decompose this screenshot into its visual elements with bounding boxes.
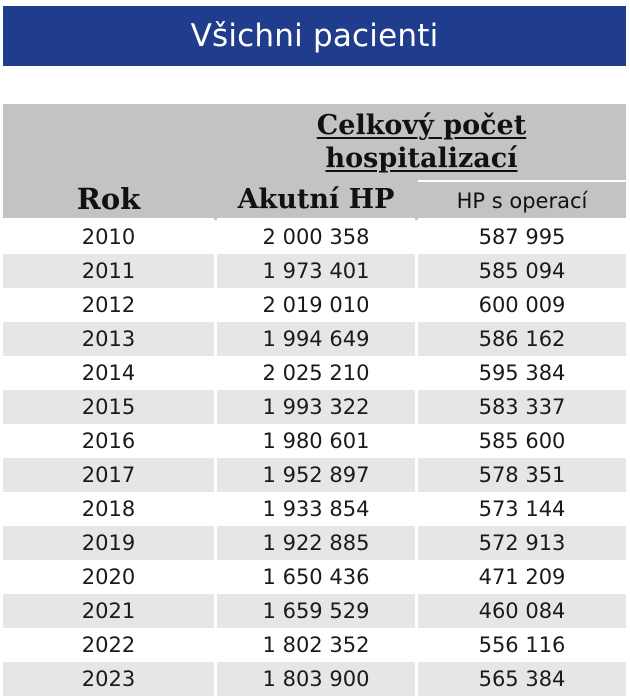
year-cell: 2013 <box>3 322 214 356</box>
year-cell: 2017 <box>3 458 214 492</box>
hp-s-operaci-cell: 583 337 <box>418 390 626 424</box>
hp-s-operaci-cell: 556 116 <box>478 633 566 657</box>
year-cell: 2023 <box>3 662 214 696</box>
year-cell: 2018 <box>81 497 136 521</box>
akutni-hp-cell: 1 973 401 <box>217 254 415 288</box>
year-cell: 2012 <box>81 293 136 317</box>
year-cell: 2011 <box>3 254 214 288</box>
akutni-hp-cell: 1 980 601 <box>262 429 370 453</box>
hp-s-operaci-cell: 587 995 <box>478 225 566 249</box>
year-cell: 2016 <box>81 429 136 453</box>
year-cell: 2019 <box>3 526 214 560</box>
hp-s-operaci-cell: 585 094 <box>418 254 626 288</box>
table-row <box>3 220 626 254</box>
column-header-hp-s-operaci: HP s operací <box>418 180 626 220</box>
year-cell: 2010 <box>81 225 136 249</box>
akutni-hp-cell: 1 993 322 <box>217 390 415 424</box>
group-header-line-1: Celkový počet <box>316 110 527 141</box>
table-header <box>3 104 626 220</box>
table-row <box>3 594 626 628</box>
hp-s-operaci-cell: 585 600 <box>478 429 566 453</box>
table-row <box>3 322 626 356</box>
table-row <box>3 662 626 696</box>
hp-s-operaci-cell: 572 913 <box>418 526 626 560</box>
year-cell: 2015 <box>3 390 214 424</box>
hp-s-operaci-cell: 586 162 <box>418 322 626 356</box>
table-row <box>3 492 626 526</box>
group-header-line-2: hospitalizací <box>325 143 518 174</box>
table-row <box>3 628 626 662</box>
column-header-rok: Rok <box>3 180 214 220</box>
akutni-hp-cell: 1 650 436 <box>262 565 370 589</box>
akutni-hp-cell: 2 000 358 <box>262 225 370 249</box>
table-row <box>3 254 626 288</box>
group-header-celkovy-pocet <box>217 104 626 180</box>
akutni-hp-cell: 2 025 210 <box>262 361 370 385</box>
page-title <box>3 6 626 66</box>
table-row <box>3 458 626 492</box>
hp-s-operaci-cell: 595 384 <box>478 361 566 385</box>
akutni-hp-cell: 1 933 854 <box>262 497 370 521</box>
table-row <box>3 526 626 560</box>
table-row <box>3 288 626 322</box>
akutni-hp-cell: 2 019 010 <box>262 293 370 317</box>
year-cell: 2014 <box>81 361 136 385</box>
akutni-hp-cell: 1 802 352 <box>262 633 370 657</box>
hp-s-operaci-cell: 600 009 <box>478 293 566 317</box>
hp-s-operaci-cell: 565 384 <box>418 662 626 696</box>
hp-s-operaci-cell: 573 144 <box>478 497 566 521</box>
akutni-hp-cell: 1 994 649 <box>217 322 415 356</box>
table-row <box>3 560 626 594</box>
year-cell: 2021 <box>3 594 214 628</box>
akutni-hp-cell: 1 659 529 <box>217 594 415 628</box>
akutni-hp-cell: 1 952 897 <box>217 458 415 492</box>
hp-s-operaci-cell: 471 209 <box>478 565 566 589</box>
table-row <box>3 390 626 424</box>
year-cell: 2020 <box>81 565 136 589</box>
year-cell: 2022 <box>81 633 136 657</box>
table-row <box>3 424 626 458</box>
table-row <box>3 356 626 390</box>
hp-s-operaci-cell: 578 351 <box>418 458 626 492</box>
akutni-hp-cell: 1 803 900 <box>217 662 415 696</box>
page-title-text: Všichni pacienti <box>190 18 439 54</box>
table-body <box>3 220 626 696</box>
hp-s-operaci-cell: 460 084 <box>418 594 626 628</box>
column-header-akutni-hp: Akutní HP <box>217 180 415 220</box>
akutni-hp-cell: 1 922 885 <box>217 526 415 560</box>
